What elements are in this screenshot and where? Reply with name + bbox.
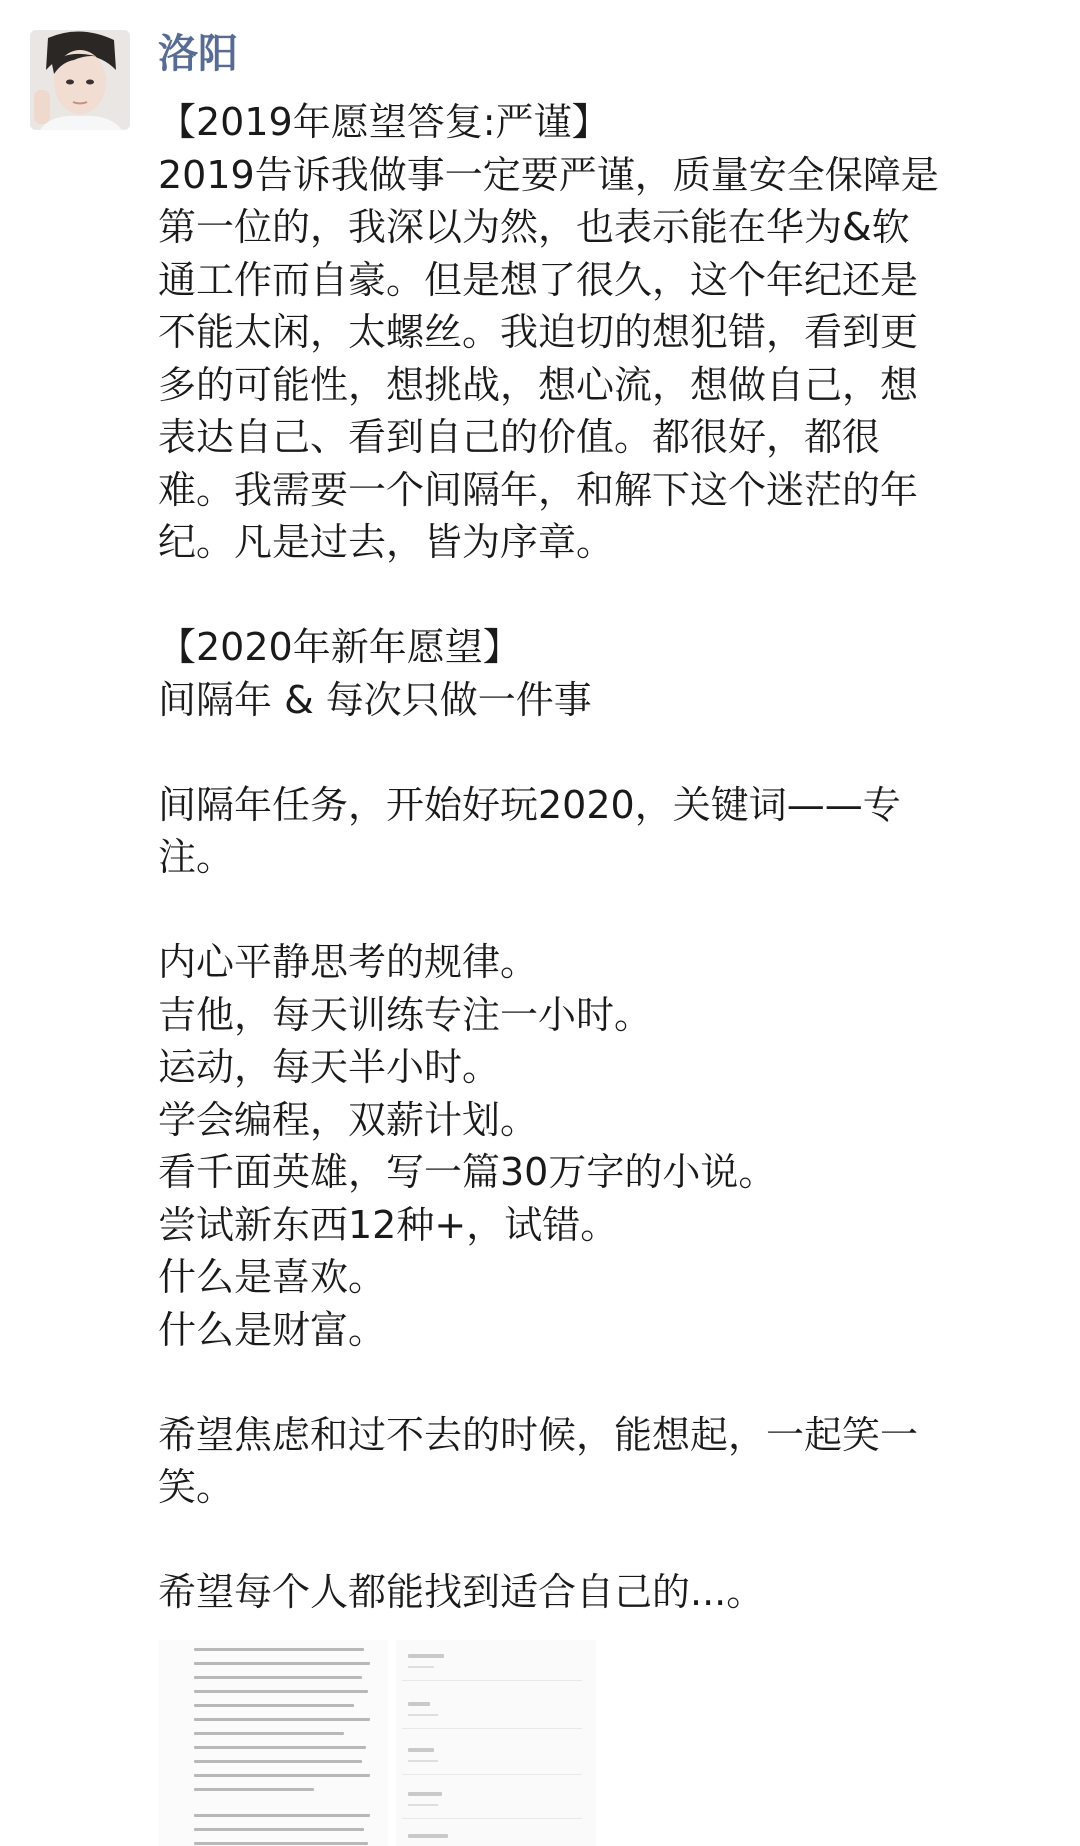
post-line: 2019告诉我做事一定要严谨，质量安全保障是	[158, 152, 939, 197]
post-line: 运动，每天半小时。	[158, 1045, 501, 1089]
post-line: 表达自己、看到自己的价值。都很好，都很	[158, 415, 881, 459]
post-line: 吉他，每天训练专注一小时。	[158, 992, 653, 1037]
post-line: 难。我需要一个间隔年，和解下这个迷茫的年	[158, 467, 919, 512]
blank-line	[158, 726, 1058, 779]
blank-line	[158, 569, 1058, 622]
author-name[interactable]: 洛阳	[158, 31, 238, 77]
blank-line	[158, 884, 1058, 937]
post-line: 通工作而自豪。但是想了很久，这个年纪还是	[158, 257, 919, 302]
post-line: 内心平静思考的规律。	[158, 940, 539, 984]
post-line: 尝试新东西12种+，试错。	[158, 1202, 619, 1247]
post-line: 间隔年任务，开始好玩2020，关键词——专	[158, 782, 901, 827]
post-line: 看千面英雄，写一篇30万字的小说。	[158, 1150, 777, 1194]
post-line: 第一位的，我深以为然，也表示能在华为&软	[158, 205, 910, 249]
post-line: 希望每个人都能找到适合自己的...。	[158, 1570, 765, 1614]
user-photo-icon	[30, 30, 130, 130]
post-line: 【2020年新年愿望】	[158, 625, 521, 669]
post-line: 注。	[158, 835, 235, 879]
post-line: 纪。凡是过去，皆为序章。	[158, 520, 615, 564]
blank-line	[158, 1514, 1058, 1567]
attached-menu-page	[396, 1640, 596, 1846]
post-line: 间隔年 & 每次只做一件事	[158, 677, 592, 722]
attached-document-page	[158, 1640, 388, 1846]
avatar[interactable]	[30, 30, 130, 130]
blank-line	[158, 1356, 1058, 1409]
post-line: 什么是喜欢。	[158, 1255, 387, 1299]
post-line: 学会编程，双薪计划。	[158, 1097, 539, 1142]
post-line: 希望焦虑和过不去的时候，能想起，一起笑一	[158, 1412, 919, 1457]
post-line: 什么是财富。	[158, 1307, 387, 1352]
post-content	[158, 96, 1058, 1619]
post-line: 多的可能性，想挑战，想心流，想做自己，想	[158, 362, 919, 407]
post-line: 不能太闲，太螺丝。我迫切的想犯错，看到更	[158, 310, 919, 354]
post-line: 笑。	[158, 1465, 235, 1509]
post-line: 【2019年愿望答复:严谨】	[158, 100, 610, 144]
attached-image[interactable]	[158, 1640, 598, 1846]
